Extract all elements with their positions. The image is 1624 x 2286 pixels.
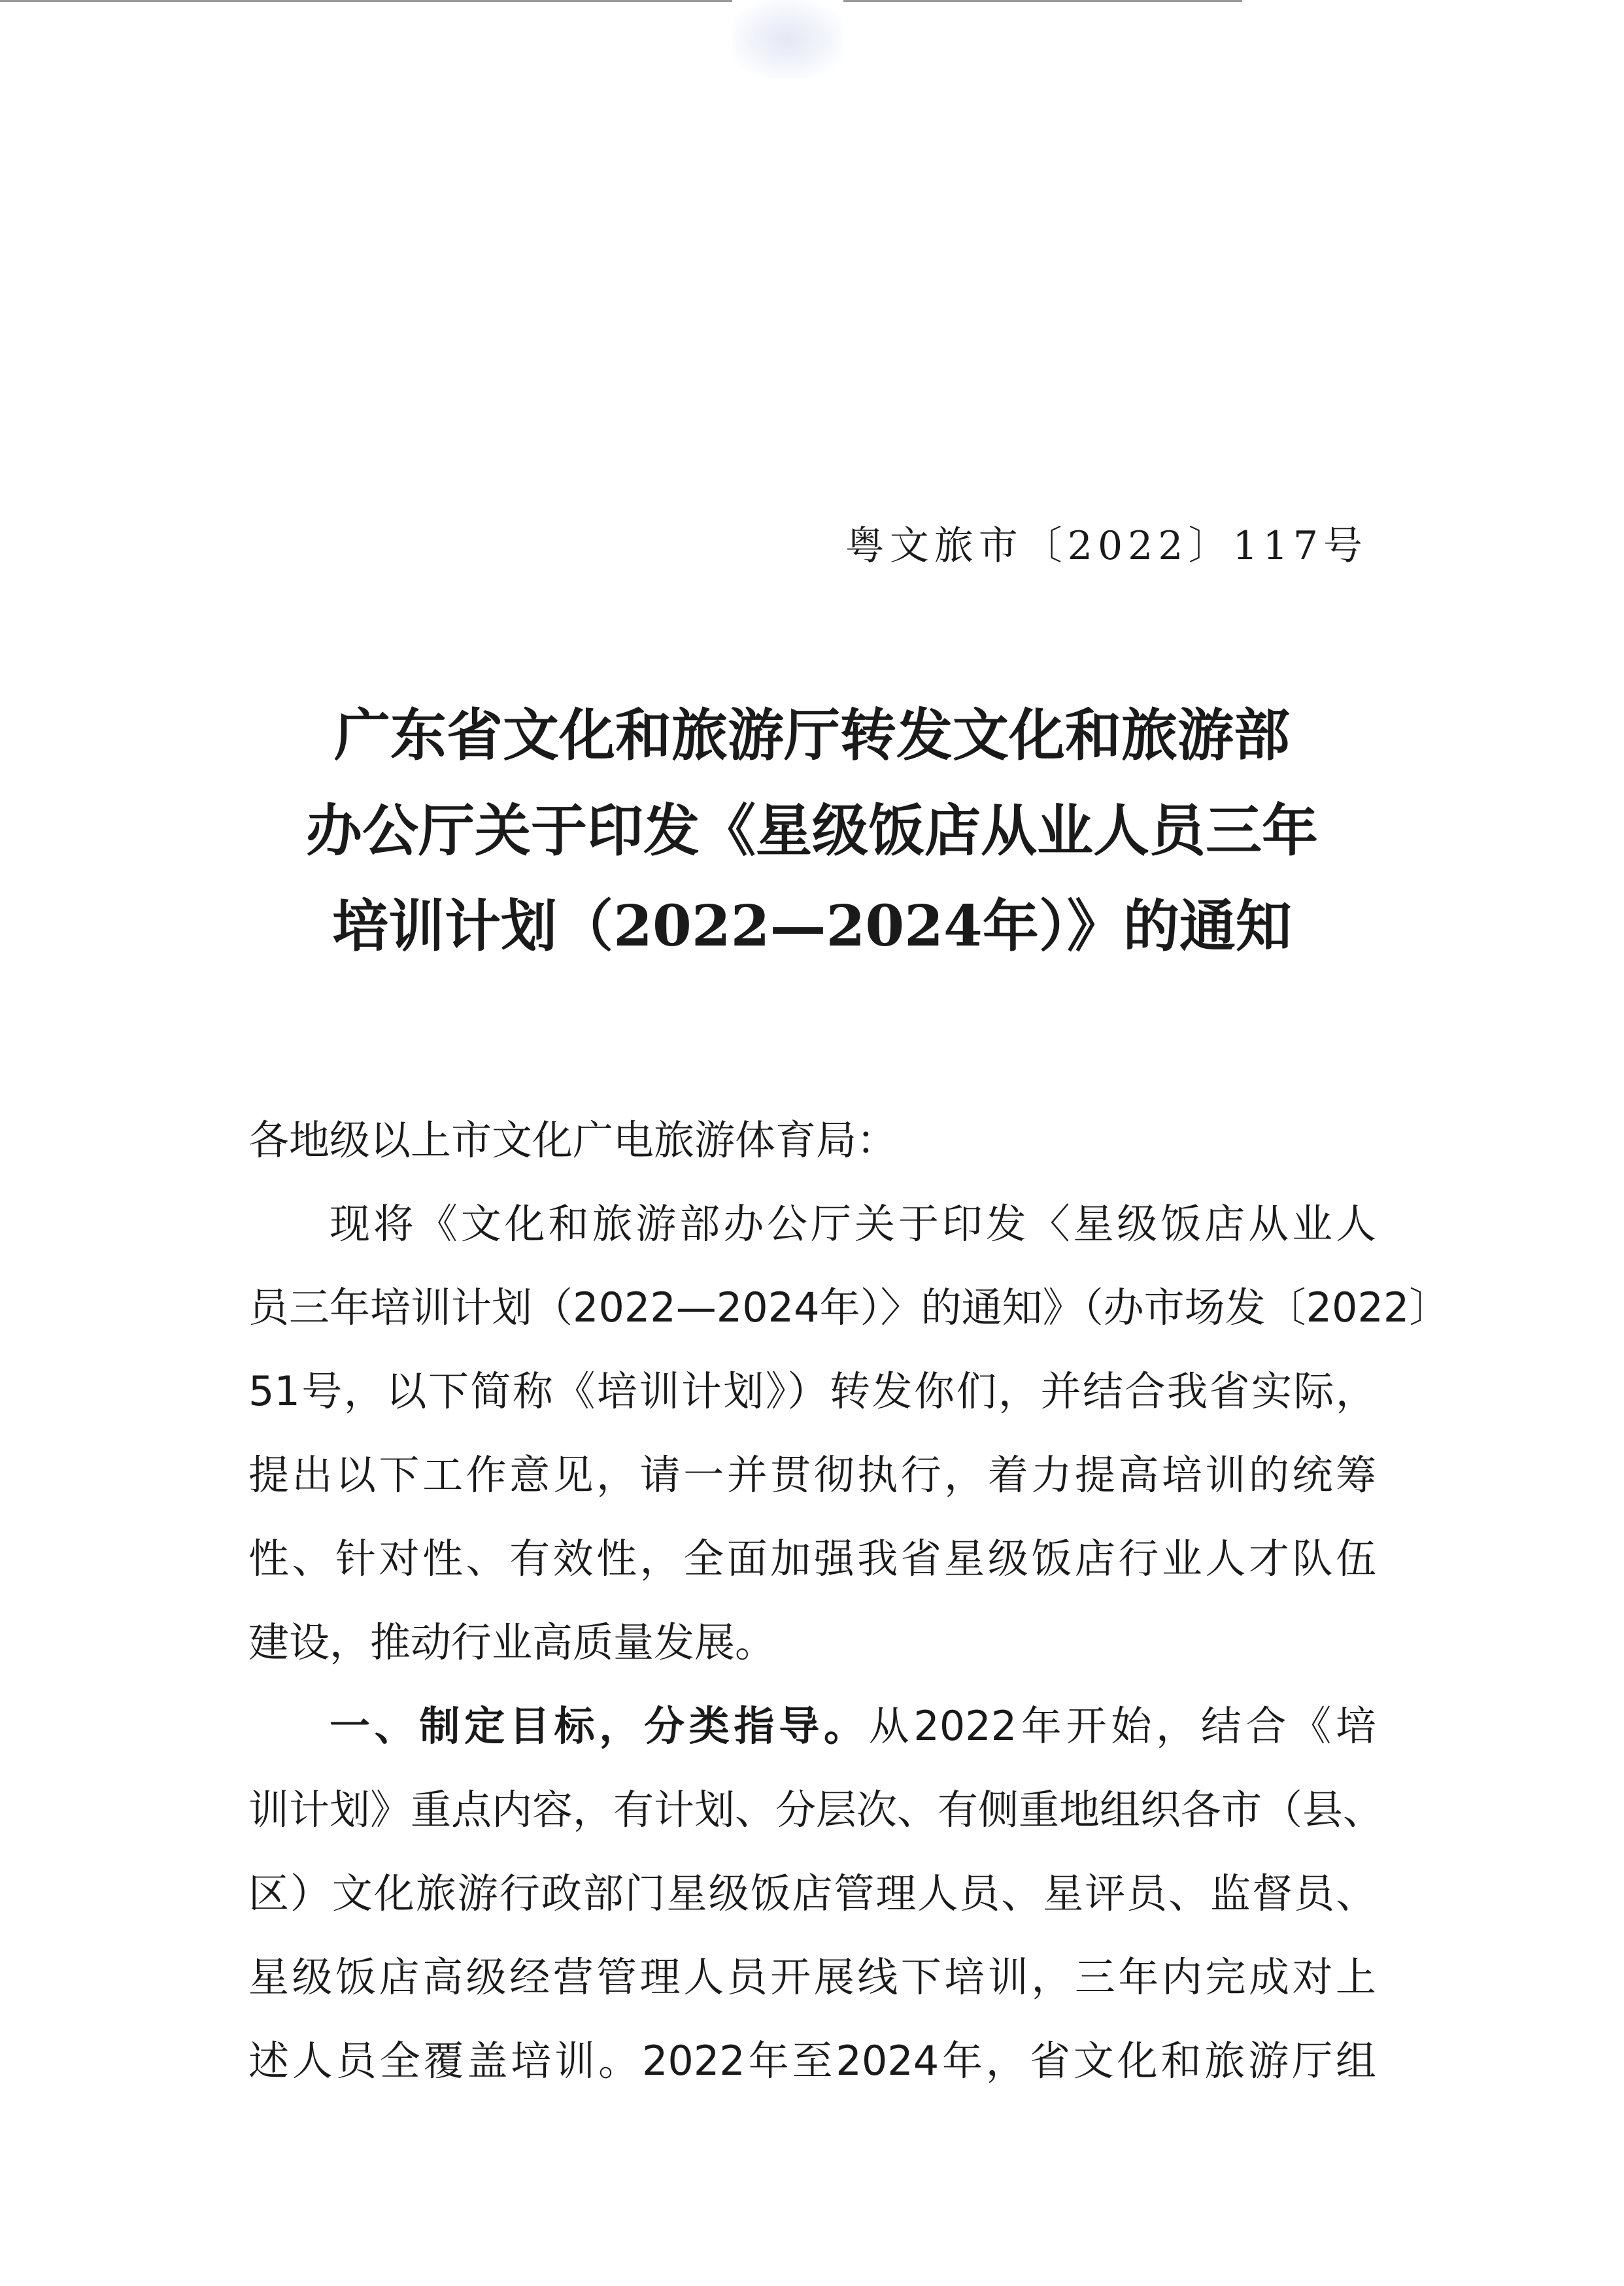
body-line: 员三年培训计划（2022—2024年）〉的通知》（办市场发〔2022〕 [248,1284,1450,1331]
body-line: 星级饭店高级经营管理人员开展线下培训，三年内完成对上 [248,1953,1376,2001]
body-line: 现将《文化和旅游部办公厅关于印发〈星级饭店从业人 [330,1200,1376,1248]
body-line: 训计划》重点内容，有计划、分层次、有侧重地组织各市（县、 [248,1786,1384,1834]
section-1-heading: 一、制定目标，分类指导。 [330,1702,869,1750]
body-line: 51号，以下简称《培训计划》）转发你们，并结合我省实际， [248,1367,1376,1415]
document-body [248,1099,1450,2103]
body-line: 提出以下工作意见，请一并贯彻执行，着力提高培训的统筹 [248,1451,1376,1499]
document-number: 粤文旅市〔2022〕117号 [845,523,1368,569]
body-line: 区）文化旅游行政部门星级饭店管理人员、星评员、监督员、 [248,1869,1376,1917]
salutation: 各地级以上市文化广电旅游体育局： [248,1116,898,1164]
section-1-first-line-text: 从2022年开始，结合《培 [868,1702,1376,1750]
scan-smudge [732,0,843,78]
body-line: 性、针对性、有效性，全面加强我省星级饭店行业人才队伍 [248,1535,1376,1582]
document-title [0,688,1624,974]
scan-edge-line [0,0,1242,2]
title-line: 办公厅关于印发《星级饭店从业人员三年 [306,798,1318,864]
title-line: 广东省文化和旅游厅转发文化和旅游部 [334,702,1290,768]
title-line: 培训计划（2022—2024年）》的通知 [332,893,1292,959]
section-1-first-line [248,1684,1376,1768]
body-line: 述人员全覆盖培训。2022年至2024年，省文化和旅游厅组 [248,2037,1376,2085]
body-line: 建设，推动行业高质量发展。 [248,1618,776,1666]
